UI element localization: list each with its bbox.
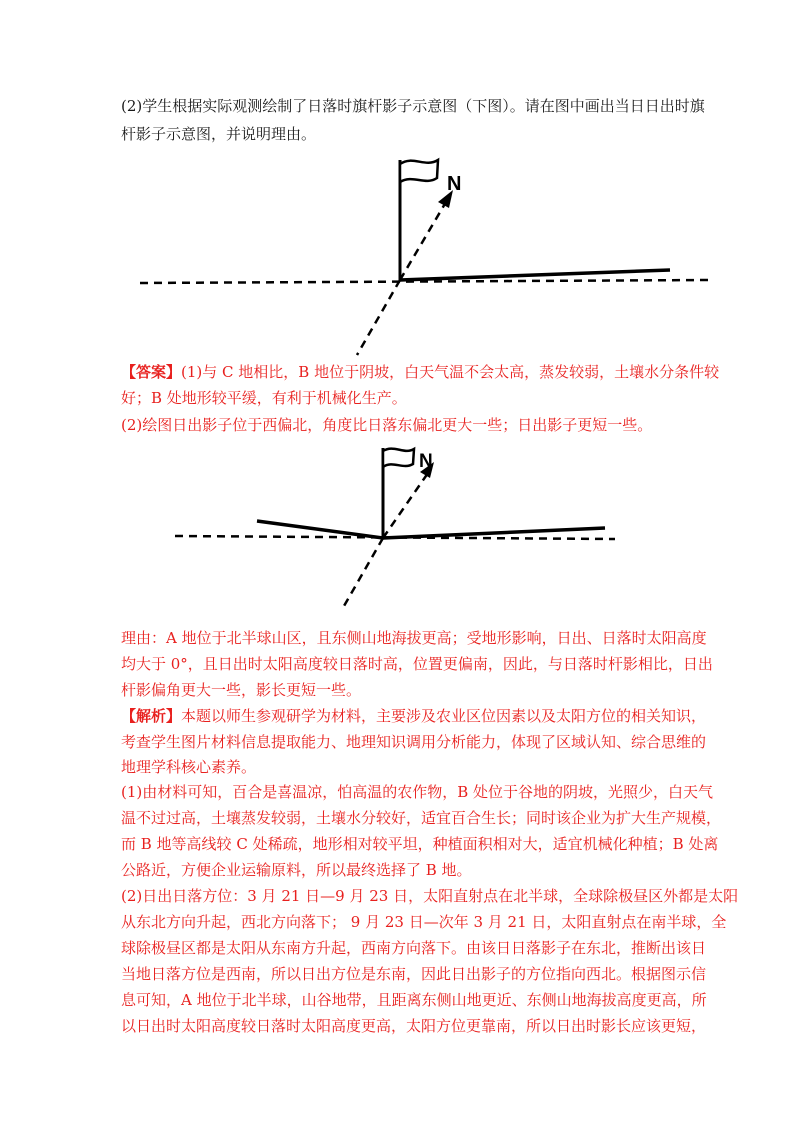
answer-tag: 【答案】: [121, 363, 182, 381]
analysis-line-1: [121, 706, 706, 726]
sunset-shadow: [383, 528, 605, 538]
question-line-1: (2)学生根据实际观测绘制了日落时旗杆影子示意图（下图）。请在图中画出当日日出时旗: [121, 97, 705, 115]
reason-line-3: 杆影偏角更大一些，影长更短一些。: [121, 681, 362, 699]
analysis-line-12: 息可知，A 地位于北半球，山谷地带，且距离东侧山地更近、东侧山地海拔高度更高，所: [121, 991, 707, 1009]
analysis-line-7: 公路近，方便企业运输原料，所以最终选择了 B 地。: [121, 861, 472, 879]
analysis-line-5: 温不过过高，土壤蒸发较弱，土壤水分较好，适宜百合生长；同时该企业为扩大生产规模，: [121, 809, 722, 827]
analysis-line-3: 地理学科核心素养。: [121, 758, 257, 776]
south-direction-line: [357, 280, 400, 355]
analysis-line-8: (2)日出日落方位：3 月 21 日—9 月 23 日，太阳直射点在北半球，全球除极昼区外都是太阳: [121, 887, 739, 905]
analysis-line-4: (1)由材料可知，百合是喜温凉，怕高温的农作物，B 处位于谷地的阴坡，光照少，白天气: [121, 783, 714, 801]
answer-line-1-text: (1)与 C 地相比，B 地位于阴坡，白天气温不会太高，蒸发较弱，土壤水分条件较: [181, 363, 720, 381]
analysis-line-6: 而 B 地等高线较 C 处稀疏，地形相对较平坦，种植面积相对大，适宜机械化种植；B 处离: [121, 835, 719, 853]
figure-sunset-shadow: [135, 150, 715, 360]
question-line-2: 杆影子示意图，并说明理由。: [121, 125, 317, 143]
sunset-shadow: [400, 270, 670, 280]
answer-line-3: (2)绘图日出影子位于西偏北，角度比日落东偏北更大一些；日出影子更短一些。: [121, 416, 653, 434]
south-direction-line: [344, 538, 383, 606]
flag: [383, 449, 414, 467]
analysis-line-10: 球除极昼区都是太阳从东南方升起，西南方向落下。由该日日落影子在东北，推断出该日: [121, 939, 707, 957]
analysis-line-11: 当地日落方位是西南，所以日出方位是东南，因此日出影子的方位指向西北。根据图示信: [121, 965, 707, 983]
north-label: N: [447, 173, 462, 195]
figure-sunrise-answer: [170, 440, 620, 610]
north-direction-line: [400, 202, 446, 280]
analysis-line-1-text: 本题以师生参观研学为材料，主要涉及农业区位因素以及太阳方位的相关知识，: [181, 707, 707, 725]
north-label: N: [419, 451, 433, 472]
reason-line-2: 均大于 0°，且日出时太阳高度较日落时高，位置更偏南，因此，与日落时杆影相比，日出: [121, 655, 713, 673]
flag: [400, 160, 438, 182]
reason-line-1: 理由：A 地位于北半球山区，且东侧山地海拔更高；受地形影响，日出、日落时太阳高度: [121, 629, 707, 647]
analysis-line-9: 从东北方向升起，西北方向落下； 9 月 23 日—次年 3 月 21 日，太阳直射点在南半球，全: [121, 913, 727, 931]
answer-line-2: 好；B 处地形较平缓，有利于机械化生产。: [121, 389, 407, 407]
answer-line-1: [121, 362, 719, 382]
analysis-tag: 【解析】: [121, 707, 182, 725]
analysis-line-2: 考查学生图片材料信息提取能力、地理知识调用分析能力，体现了区域认知、综合思维的: [121, 733, 707, 751]
analysis-line-13: 以日出时太阳高度较日落时太阳高度更高，太阳方位更靠南，所以日出时影长应该更短，: [121, 1017, 707, 1035]
north-direction-line: [383, 473, 428, 538]
